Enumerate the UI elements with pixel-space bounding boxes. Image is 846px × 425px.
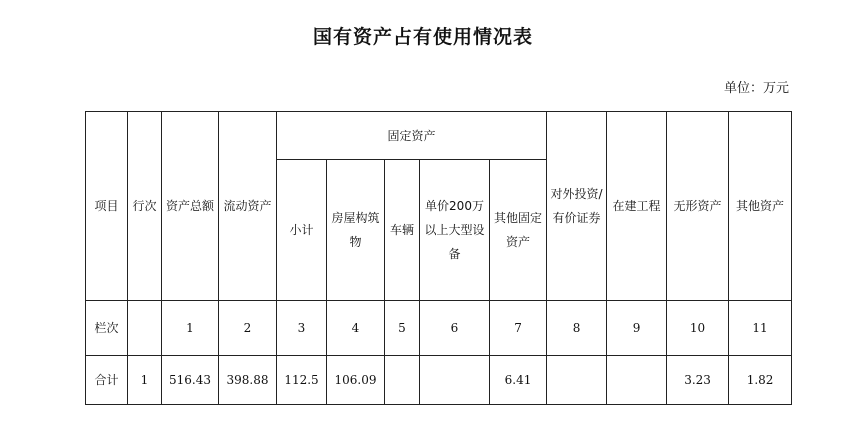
value-cell [385, 356, 420, 405]
value-cell: 516.43 [162, 356, 219, 405]
header-construction: 在建工程 [607, 112, 667, 301]
header-fixed-assets: 固定资产 [277, 112, 547, 160]
column-number-row [86, 301, 792, 356]
asset-table [85, 111, 792, 405]
header-item: 项目 [86, 112, 128, 301]
header-current-assets: 流动资产 [219, 112, 277, 301]
header-other-assets: 其他资产 [729, 112, 792, 301]
header-other-fixed: 其他固定资产 [490, 160, 547, 301]
column-number: 4 [327, 301, 385, 356]
column-number: 5 [385, 301, 420, 356]
header-vehicles: 车辆 [385, 160, 420, 301]
column-number: 6 [420, 301, 490, 356]
row-label: 栏次 [86, 301, 128, 356]
value-cell [607, 356, 667, 405]
value-cell: 3.23 [667, 356, 729, 405]
column-number: 7 [490, 301, 547, 356]
value-cell [547, 356, 607, 405]
header-investments: 对外投资/有价证券 [547, 112, 607, 301]
column-number: 9 [607, 301, 667, 356]
row-label: 合计 [86, 356, 128, 405]
column-number: 2 [219, 301, 277, 356]
value-cell: 106.09 [327, 356, 385, 405]
column-number: 8 [547, 301, 607, 356]
page-title: 国有资产占有使用情况表 [312, 26, 533, 48]
header-row-no: 行次 [128, 112, 162, 301]
column-number: 11 [729, 301, 792, 356]
column-number: 10 [667, 301, 729, 356]
column-number: 1 [162, 301, 219, 356]
value-cell: 398.88 [219, 356, 277, 405]
value-cell: 1.82 [729, 356, 792, 405]
header-subtotal: 小计 [277, 160, 327, 301]
row-no-cell: 1 [128, 356, 162, 405]
header-total-assets: 资产总额 [162, 112, 219, 301]
value-cell: 6.41 [490, 356, 547, 405]
total-row [86, 356, 792, 405]
header-buildings: 房屋构筑物 [327, 160, 385, 301]
value-cell: 112.5 [277, 356, 327, 405]
unit-label: 单位：万元 [723, 81, 789, 96]
value-cell [420, 356, 490, 405]
header-intangible: 无形资产 [667, 112, 729, 301]
column-number: 3 [277, 301, 327, 356]
header-large-equipment: 单价200万以上大型设备 [420, 160, 490, 301]
row-no-cell [128, 301, 162, 356]
